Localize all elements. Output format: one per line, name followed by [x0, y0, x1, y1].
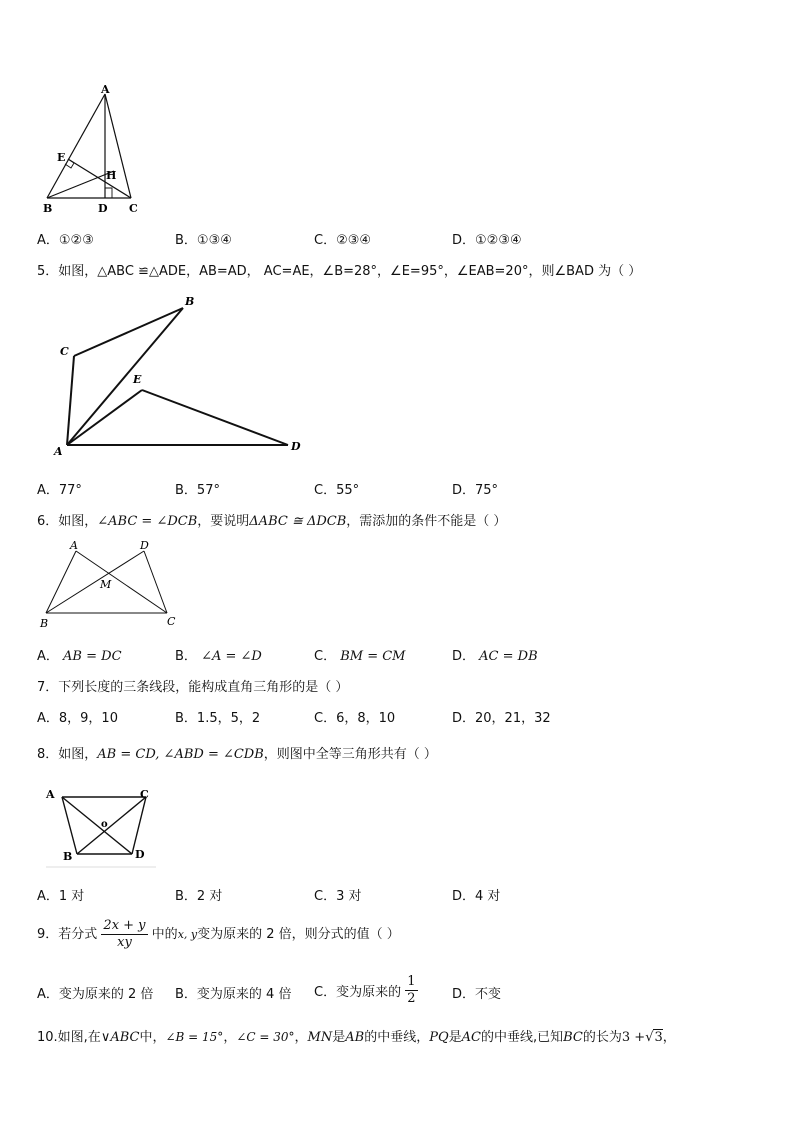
fig5-label-a: A: [54, 445, 63, 458]
q10-length: 3 +√3: [621, 1030, 663, 1045]
fig4-label-h: H: [106, 169, 117, 182]
q4-option-a[interactable]: A．①②③: [37, 233, 94, 248]
q9-mid: 中的: [151, 927, 178, 942]
q10-text: [37, 1026, 676, 1045]
q8-options: [37, 885, 597, 905]
q10-ab: AB: [345, 1030, 365, 1045]
q6-suffix: ，需添加的条件不能是（ ）: [346, 514, 507, 529]
q10-text-7: 的中垂线,已知: [480, 1030, 564, 1045]
q5-text: 5．如图，△ABC ≌△ADE，AB=AD， AC=AE，∠B=28°，∠E=95°，∠EAB=20°，则∠BAD 为（ ）: [37, 264, 642, 279]
fig4-label-e: E: [57, 151, 66, 164]
q6-option-a-math: AB = DC: [63, 649, 122, 664]
q10-angle-b: ∠B = 15°: [165, 1030, 224, 1044]
q6-math-angles: ∠ABC = ∠DCB: [97, 514, 198, 529]
q6-option-b-math: ∠A = ∠D: [201, 649, 262, 664]
q6-text: [37, 510, 506, 529]
q5-options: [37, 479, 597, 499]
q6-option-a[interactable]: [37, 645, 122, 664]
q7-option-b[interactable]: B．1.5，5，2: [175, 711, 261, 726]
q6-option-d[interactable]: [452, 645, 538, 664]
q9-text: [37, 918, 400, 951]
q10-text-2: ，: [223, 1030, 237, 1045]
q6-mid: ，要说明: [197, 514, 250, 529]
q6-option-d-letter: D．: [452, 649, 476, 664]
q4-option-b[interactable]: B．①③④: [175, 233, 232, 248]
q10-length-int: 3 +: [621, 1030, 646, 1045]
q10-text-9: ，: [662, 1030, 676, 1045]
q10-text-3: ，: [294, 1030, 308, 1045]
q8-option-d[interactable]: D．4 对: [452, 889, 501, 904]
q9-option-c-denominator: 2: [407, 991, 416, 1006]
q6-option-d-math: AC = DB: [479, 649, 538, 664]
figure-q5: [48, 292, 308, 462]
q6-prefix: 6．如图，: [37, 514, 98, 529]
fig5-label-d: D: [291, 440, 301, 453]
q10-pq: PQ: [429, 1030, 449, 1045]
q9-prefix: 9．若分式: [37, 927, 98, 942]
fig6-label-a: A: [70, 539, 78, 552]
q10-angle-c: ∠C = 30°: [236, 1030, 295, 1044]
fig4-label-a: A: [101, 84, 110, 96]
q9-vars: x, y: [177, 928, 198, 941]
fig4-label-c: C: [129, 202, 138, 215]
fig6-label-b: B: [40, 617, 49, 630]
q9-suffix: 变为原来的 2 倍，则分式的值（ ）: [197, 927, 400, 942]
q6-options: [37, 645, 597, 665]
q10-prefix: 10.如图,在: [37, 1030, 101, 1045]
q9-fraction: [101, 918, 147, 951]
q4-options: [37, 229, 597, 249]
fig5-label-e: E: [133, 373, 142, 386]
q10-text-5: 的中垂线，: [364, 1030, 430, 1045]
q8-prefix: 8．如图，: [37, 747, 98, 762]
q8-suffix: ，则图中全等三角形共有（ ）: [263, 747, 437, 762]
q6-option-a-letter: A．: [37, 649, 59, 664]
fig5-label-c: C: [60, 345, 69, 358]
q8-option-c[interactable]: C．3 对: [314, 889, 362, 904]
q6-option-c[interactable]: [314, 645, 406, 664]
fig5-label-b: B: [185, 295, 195, 308]
fig8-label-c: C: [140, 788, 149, 801]
q9-option-d[interactable]: D．不变: [452, 987, 502, 1002]
q10-ac: AC: [461, 1030, 481, 1045]
q6-math-congruence: ΔABC ≅ ΔDCB: [249, 514, 347, 529]
figure-q8: [36, 783, 166, 869]
q5-option-b[interactable]: B．57°: [175, 483, 220, 498]
fig8-label-d: D: [135, 848, 145, 861]
fig4-label-b: B: [43, 202, 53, 215]
q6-option-c-math: BM = CM: [340, 649, 406, 664]
fig8-label-o: o: [101, 819, 108, 830]
fig6-label-m: M: [100, 578, 112, 591]
q5-option-d[interactable]: D．75°: [452, 483, 499, 498]
q10-text-4: 是: [332, 1030, 346, 1045]
q8-math: AB = CD, ∠ABD = ∠CDB: [97, 747, 264, 762]
q10-length-radicand: 3: [654, 1030, 663, 1045]
q10-bc: BC: [563, 1030, 583, 1045]
figure-q4: [36, 84, 146, 216]
fig6-label-c: C: [167, 615, 176, 628]
q7-option-d[interactable]: D．20，21，32: [452, 711, 551, 726]
q9-option-c[interactable]: [314, 974, 418, 1007]
q5-option-a[interactable]: A．77°: [37, 483, 82, 498]
q7-option-c[interactable]: C．6，8，10: [314, 711, 396, 726]
fig8-label-b: B: [63, 850, 73, 863]
q9-option-b[interactable]: B．变为原来的 4 倍: [175, 987, 292, 1002]
figure-q6: [36, 538, 186, 630]
q10-text-8: 的长为: [582, 1030, 622, 1045]
q10-triangle: ∨ABC: [100, 1030, 140, 1045]
fig4-label-d: D: [98, 202, 108, 215]
q9-option-c-numerator: 1: [407, 974, 416, 989]
q6-option-c-letter: C．: [314, 649, 337, 664]
q9-fraction-numerator: 2x + y: [103, 918, 146, 933]
q7-options: [37, 707, 597, 727]
q4-option-c[interactable]: C．②③④: [314, 233, 372, 248]
q8-option-a[interactable]: A．1 对: [37, 889, 85, 904]
q6-option-b[interactable]: [175, 645, 262, 664]
q5-option-c[interactable]: C．55°: [314, 483, 360, 498]
q9-option-c-fraction: [405, 974, 417, 1007]
q9-option-c-text: C．变为原来的: [314, 985, 402, 1000]
q7-text: 7．下列长度的三条线段，能构成直角三角形的是（ ）: [37, 680, 349, 695]
q8-option-b[interactable]: B．2 对: [175, 889, 223, 904]
fig8-label-a: A: [46, 788, 55, 801]
q9-option-a[interactable]: A．变为原来的 2 倍: [37, 987, 154, 1002]
q9-options: [37, 974, 597, 1014]
q10-text-6: 是: [448, 1030, 462, 1045]
q4-option-d[interactable]: D．①②③④: [452, 233, 522, 248]
fig6-label-d: D: [140, 539, 149, 552]
q10-text-1: 中，: [139, 1030, 166, 1045]
q6-option-b-letter: B．: [175, 649, 197, 664]
q7-option-a[interactable]: A．8，9，10: [37, 711, 118, 726]
q8-text: [37, 743, 437, 762]
q10-mn: MN: [307, 1030, 333, 1045]
q9-fraction-denominator: xy: [117, 935, 132, 950]
